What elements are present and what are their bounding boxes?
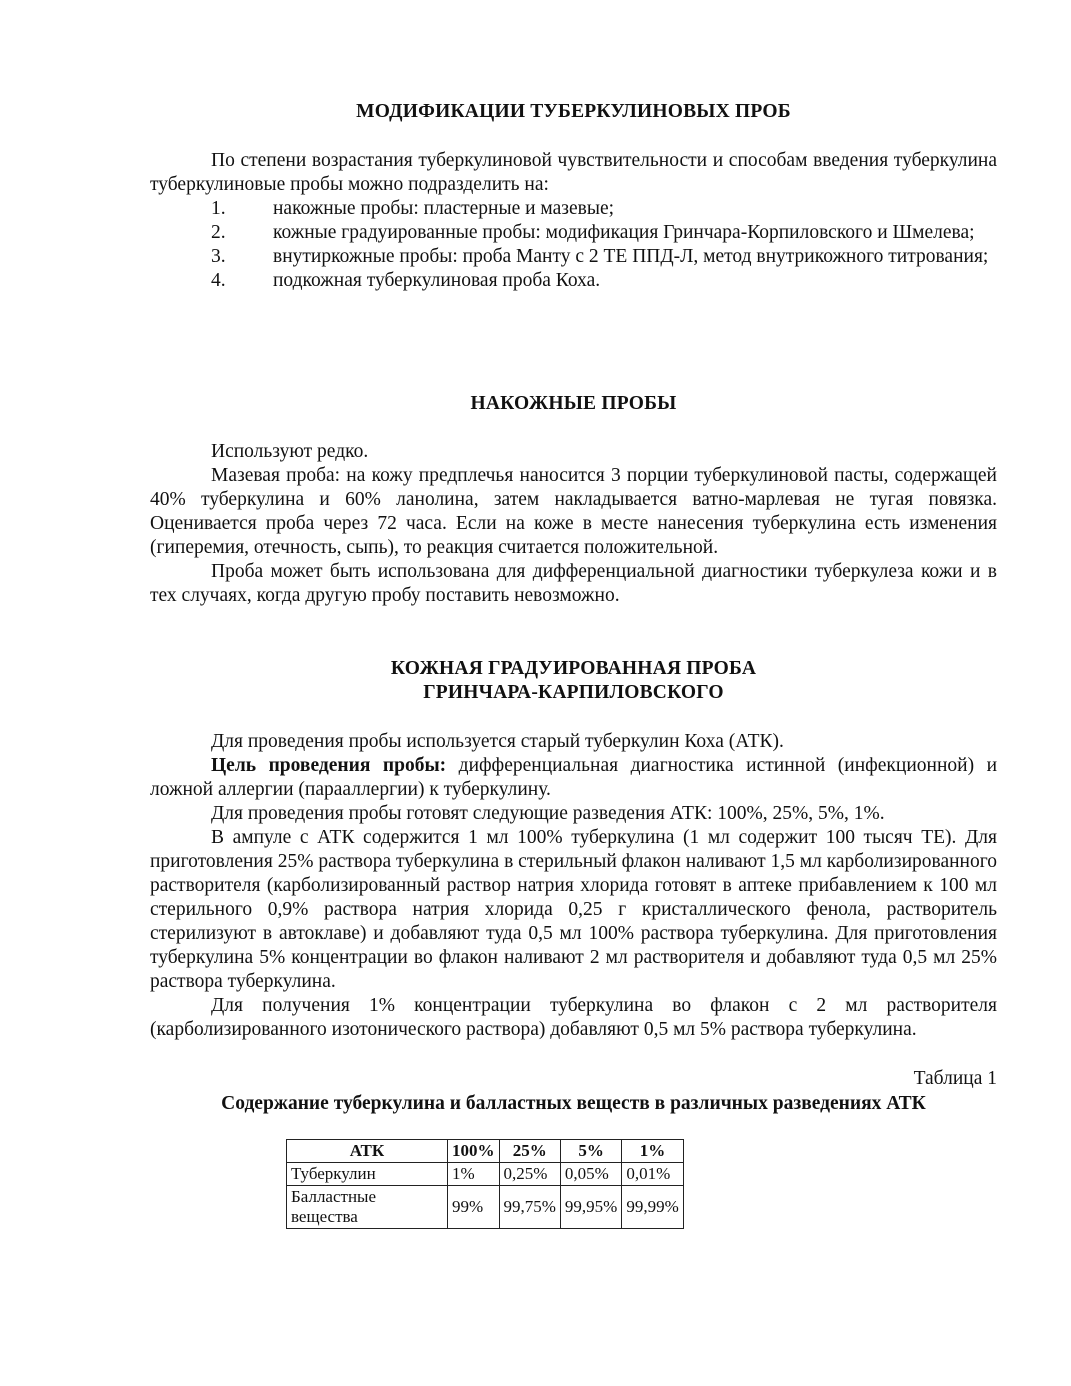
modifications-intro: По степени возрастания туберкулиновой чувствительности и способам введения туберкулина туберкулиновые пробы можно подразделить на:: [150, 150, 997, 195]
list-item-text: подкожная туберкулиновая проба Коха.: [273, 270, 601, 291]
section-title-skin-tests: НАКОЖНЫЕ ПРОБЫ: [470, 393, 677, 414]
section-title-graded-line1: КОЖНАЯ ГРАДУИРОВАННАЯ ПРОБА: [390, 658, 757, 679]
table-row: [287, 1186, 684, 1229]
table-row: [287, 1163, 684, 1186]
table-cell: 0,05%: [560, 1163, 621, 1186]
table-cell: 99%: [448, 1186, 500, 1229]
table-title: Содержание туберкулина и балластных веществ в различных разведениях АТК: [221, 1093, 926, 1114]
section-title-graded-line2: ГРИНЧАРА-КАРПИЛОВСКОГО: [423, 682, 724, 703]
table-cell: 0,01%: [622, 1163, 683, 1186]
graded-paragraph-1: Для проведения пробы используется старый туберкулин Коха (АТК).: [211, 731, 784, 752]
list-item-text: накожные пробы: пластерные и мазевые;: [273, 198, 615, 219]
table-cell: 1%: [448, 1163, 500, 1186]
table-cell: Туберкулин: [287, 1163, 448, 1186]
list-item-number: 1.: [211, 198, 226, 219]
graded-goal-label: Цель проведения пробы:: [211, 755, 447, 776]
table-cell: Балластные вещества: [287, 1186, 448, 1229]
graded-goal-text: дифференциальная диагностика истинной (инфекционной) и ложной аллергии (парааллергии) к туберкулину.: [150, 755, 998, 800]
list-item-number: 2.: [211, 222, 226, 243]
table-header-cell: 5%: [560, 1140, 621, 1163]
table-label: Таблица 1: [913, 1068, 997, 1089]
table-header-cell: АТК: [287, 1140, 448, 1163]
list-item-number: 3.: [211, 246, 226, 267]
graded-paragraph-4: В ампуле с АТК содержится 1 мл 100% туберкулина (1 мл содержит 100 тысяч ТЕ). Для приготовления 25% раствора туберкулина в стерильный флакон наливают 1,5 мл карболизированного растворителя (карболизированный раствор натрия хлорида готовят в аптеке прибавлением к 100 мл стерильного 0,9% раствора натрия хлорида 0,25 г кристаллического фенола, растворитель стерилизуют в автоклаве) и добавляют туда 0,5 мл 100% раствора туберкулина. Для приготовления туберкулина 5% концентрации во флакон наливают 2 мл растворителя и добавляют туда 0,5 мл 25% раствора туберкулина.: [150, 827, 997, 992]
skin-tests-paragraph-3: Проба может быть использована для дифференциальной диагностики туберкулеза кожи и в тех случаях, когда другую пробу поставить невозможно.: [150, 561, 997, 606]
list-item: [150, 197, 997, 221]
atk-table: [286, 1139, 684, 1229]
skin-tests-paragraph-1: Используют редко.: [211, 441, 369, 462]
graded-paragraph-5: Для получения 1% концентрации туберкулина во флакон с 2 мл растворителя (карболизированного изотонического раствора) добавляют 0,5 мл 5% раствора туберкулина.: [150, 995, 997, 1040]
table-cell: 99,95%: [560, 1186, 621, 1229]
list-item-text: кожные градуированные пробы: модификация Гринчара-Корпиловского и Шмелева;: [273, 222, 975, 243]
table-cell: 0,25%: [499, 1163, 560, 1186]
graded-paragraph-2: [150, 754, 997, 802]
section-title-modifications: МОДИФИКАЦИИ ТУБЕРКУЛИНОВЫХ ПРОБ: [356, 101, 791, 122]
list-item: [150, 269, 997, 293]
list-item-number: 4.: [211, 270, 226, 291]
list-item: [150, 221, 997, 245]
table-header-row: [287, 1140, 684, 1163]
table-cell: 99,99%: [622, 1186, 683, 1229]
list-item: [150, 245, 997, 269]
skin-tests-paragraph-2: Мазевая проба: на кожу предплечья наносится 3 порции туберкулиновой пасты, содержащей 40% туберкулина и 60% ланолина, затем накладывается ватно-марлевая не тугая повязка. Оценивается проба через 72 часа. Если на коже в месте нанесения туберкулина есть изменения (гиперемия, отечность, сыпь), то реакция считается положительной.: [150, 465, 997, 558]
table-header-cell: 1%: [622, 1140, 683, 1163]
list-item-text: внутиркожные пробы: проба Манту с 2 ТЕ ППД-Л, метод внутрикожного титрования;: [273, 246, 989, 267]
table-header-cell: 100%: [448, 1140, 500, 1163]
table-cell: 99,75%: [499, 1186, 560, 1229]
graded-paragraph-3: Для проведения пробы готовят следующие разведения АТК: 100%, 25%, 5%, 1%.: [211, 803, 885, 824]
table-header-cell: 25%: [499, 1140, 560, 1163]
